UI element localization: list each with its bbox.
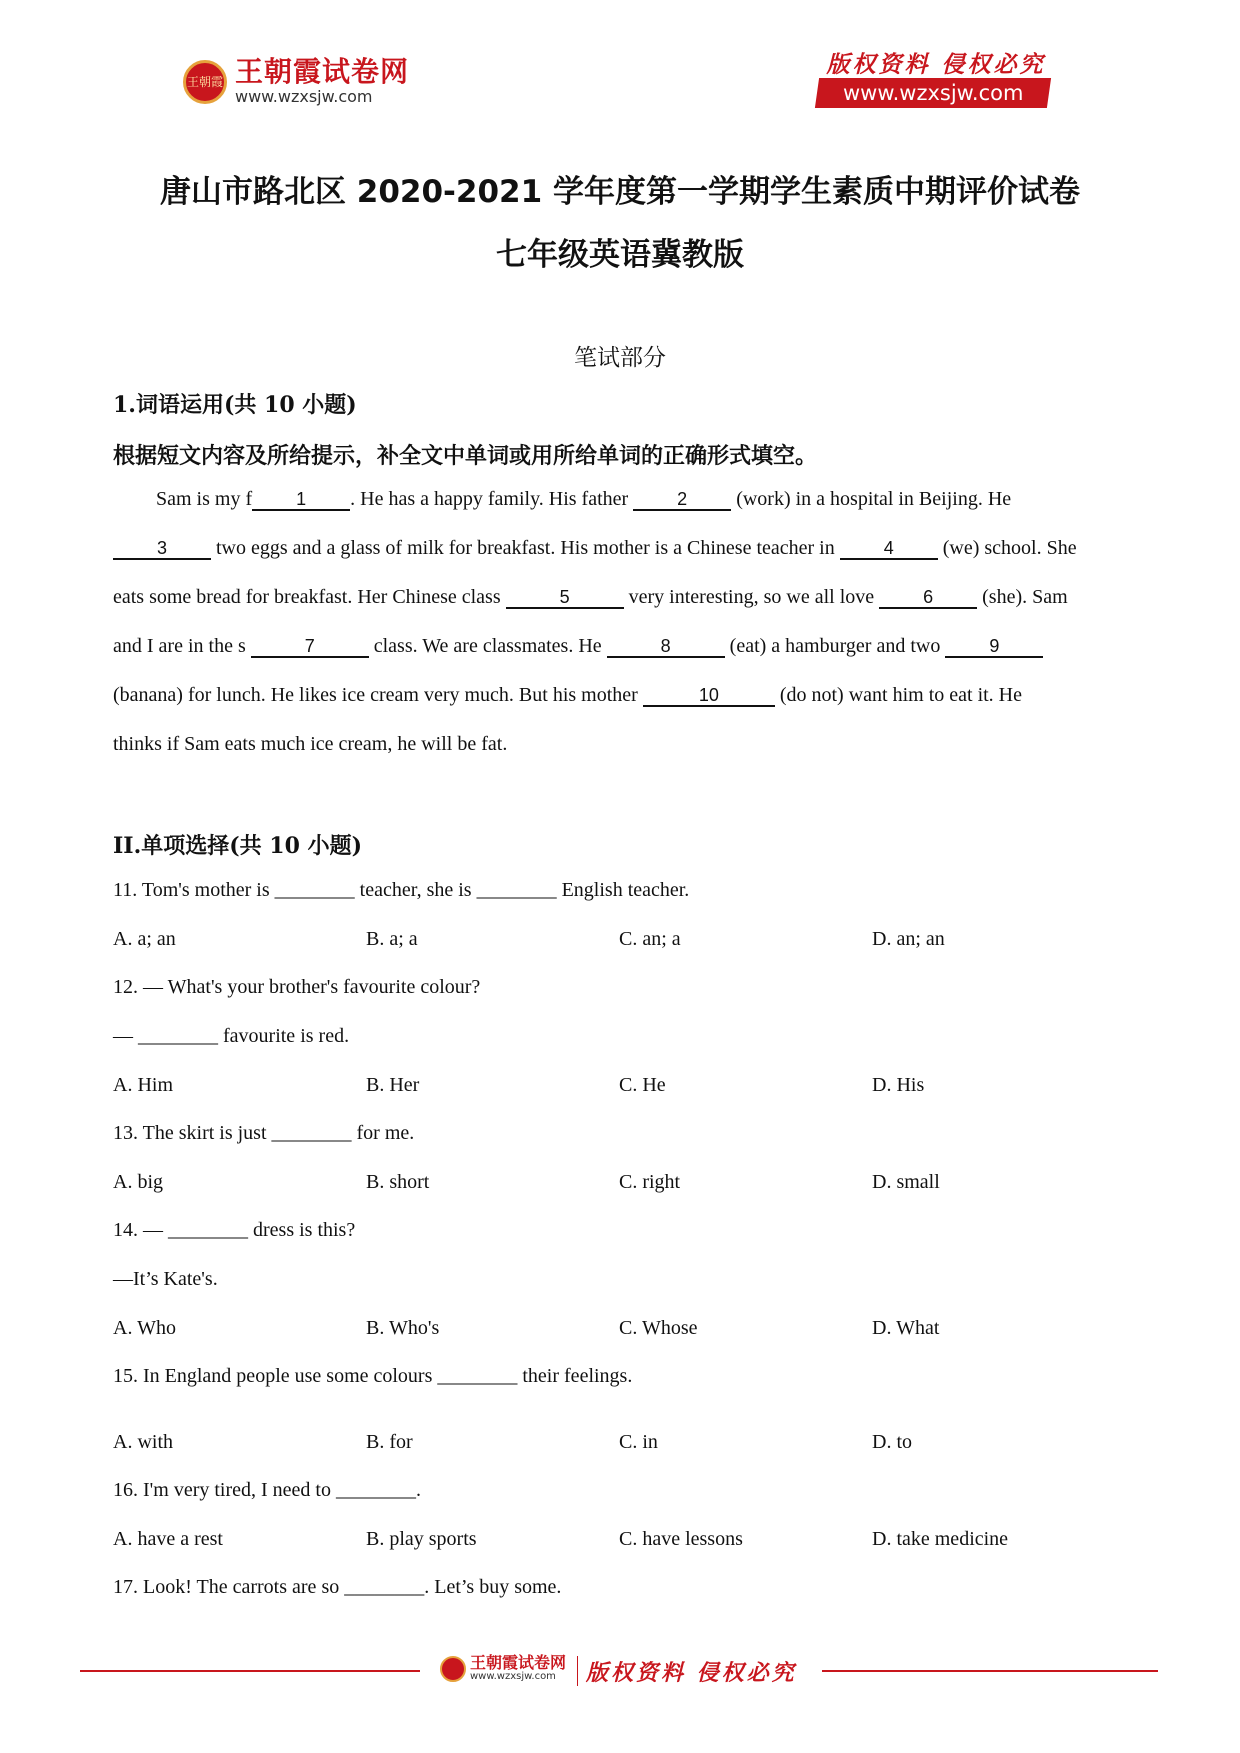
question-15: 15. In England people use some colours ________ their feelings. [113,1365,633,1387]
logo-name: 王朝霞试卷网 [235,55,410,88]
footer-logo [440,1655,566,1682]
part1-instruction: 根据短文内容及所给提示，补全文中单词或用所给单词的正确形式填空。 [113,444,818,469]
blank-8[interactable]: 8 [607,636,725,658]
q12-option-d[interactable]: D. His [872,1074,925,1096]
passage-line-6: thinks if Sam eats much ice cream, he will be fat. [113,733,508,755]
copyright-notice: 版权资料 侵权必究 [826,51,1046,78]
q11-option-b[interactable]: B. a; a [366,928,418,950]
part2-heading: II.单项选择(共 10 小题) [113,833,362,859]
footer-divider-right [822,1670,1158,1672]
q11-option-c[interactable]: C. an; a [619,928,681,950]
question-11: 11. Tom's mother is ________ teacher, she is ________ English teacher. [113,879,690,901]
question-13: 13. The skirt is just ________ for me. [113,1122,415,1144]
q11-option-d[interactable]: D. an; an [872,928,945,950]
logo-seal-icon: 王朝霞 [183,60,227,104]
q15-option-d[interactable]: D. to [872,1431,912,1453]
question-14: 14. — ________ dress is this? [113,1219,356,1241]
q16-option-d[interactable]: D. take medicine [872,1528,1009,1550]
q14-option-a[interactable]: A. Who [113,1317,176,1339]
q16-option-a[interactable]: A. have a rest [113,1528,223,1550]
question-12: 12. — What's your brother's favourite colour? [113,976,481,998]
logo-url: www.wzxsjw.com [235,87,373,106]
q13-option-b[interactable]: B. short [366,1171,430,1193]
q16-option-b[interactable]: B. play sports [366,1528,477,1550]
q13-option-c[interactable]: C. right [619,1171,681,1193]
footer-copyright: 版权资料 侵权必究 [586,1660,797,1686]
passage-line-4: and I are in the s 7 class. We are classmates. He 8 (eat) a hamburger and two 9 [113,635,1131,658]
q15-option-c[interactable]: C. in [619,1431,658,1453]
footer-divider-left [80,1670,420,1672]
part1-heading: 1.词语运用(共 10 小题) [113,392,357,418]
blank-7[interactable]: 7 [251,636,369,658]
question-17: 17. Look! The carrots are so ________. Let’s buy some. [113,1576,562,1598]
site-logo [183,55,410,106]
blank-4[interactable]: 4 [840,538,938,560]
q15-option-a[interactable]: A. with [113,1431,173,1453]
footer-separator [577,1656,578,1686]
footer-seal-icon [440,1656,466,1682]
question-12-reply: — ________ favourite is red. [113,1025,350,1047]
exam-subtitle: 七年级英语冀教版 [496,237,744,273]
q13-option-d[interactable]: D. small [872,1171,940,1193]
blank-5[interactable]: 5 [506,587,624,609]
q14-option-c[interactable]: C. Whose [619,1317,698,1339]
q12-option-b[interactable]: B. Her [366,1074,420,1096]
passage-line-1: Sam is my f 1 . He has a happy family. His father 2 (work) in a hospital in Beijing. He [156,488,1012,510]
exam-title: 唐山市路北区 2020-2021 学年度第一学期学生素质中期评价试卷 [159,174,1080,210]
passage-line-2: 3 two eggs and a glass of milk for breakfast. His mother is a Chinese teacher in 4 (we) school. She [113,537,1131,560]
blank-6[interactable]: 6 [879,587,977,609]
footer-logo-url: www.wzxsjw.com [470,1671,556,1682]
q15-option-b[interactable]: B. for [366,1431,413,1453]
footer-logo-name: 王朝霞试卷网 [470,1653,567,1672]
q11-option-a[interactable]: A. a; an [113,928,176,950]
passage-line-3: eats some bread for breakfast. Her Chinese class 5 very interesting, so we all love 6 (she). Sam [113,586,1068,608]
blank-10[interactable]: 10 [643,685,775,707]
blank-1[interactable]: 1 [252,489,350,511]
q16-option-c[interactable]: C. have lessons [619,1528,743,1550]
blank-9[interactable]: 9 [945,636,1043,658]
q12-option-c[interactable]: C. He [619,1074,666,1096]
question-14-reply: —It’s Kate's. [113,1268,218,1290]
passage-line-5: (banana) for lunch. He likes ice cream very much. But his mother 10 (do not) want him to eat it. He [113,684,1022,706]
section-title: 笔试部分 [574,345,666,371]
q14-option-d[interactable]: D. What [872,1317,940,1339]
q13-option-a[interactable]: A. big [113,1171,163,1193]
blank-2[interactable]: 2 [633,489,731,511]
question-16: 16. I'm very tired, I need to ________. [113,1479,421,1501]
q12-option-a[interactable]: A. Him [113,1074,173,1096]
q14-option-b[interactable]: B. Who's [366,1317,440,1339]
blank-3[interactable]: 3 [113,538,211,560]
copyright-url-banner: www.wzxsjw.com [815,78,1051,108]
